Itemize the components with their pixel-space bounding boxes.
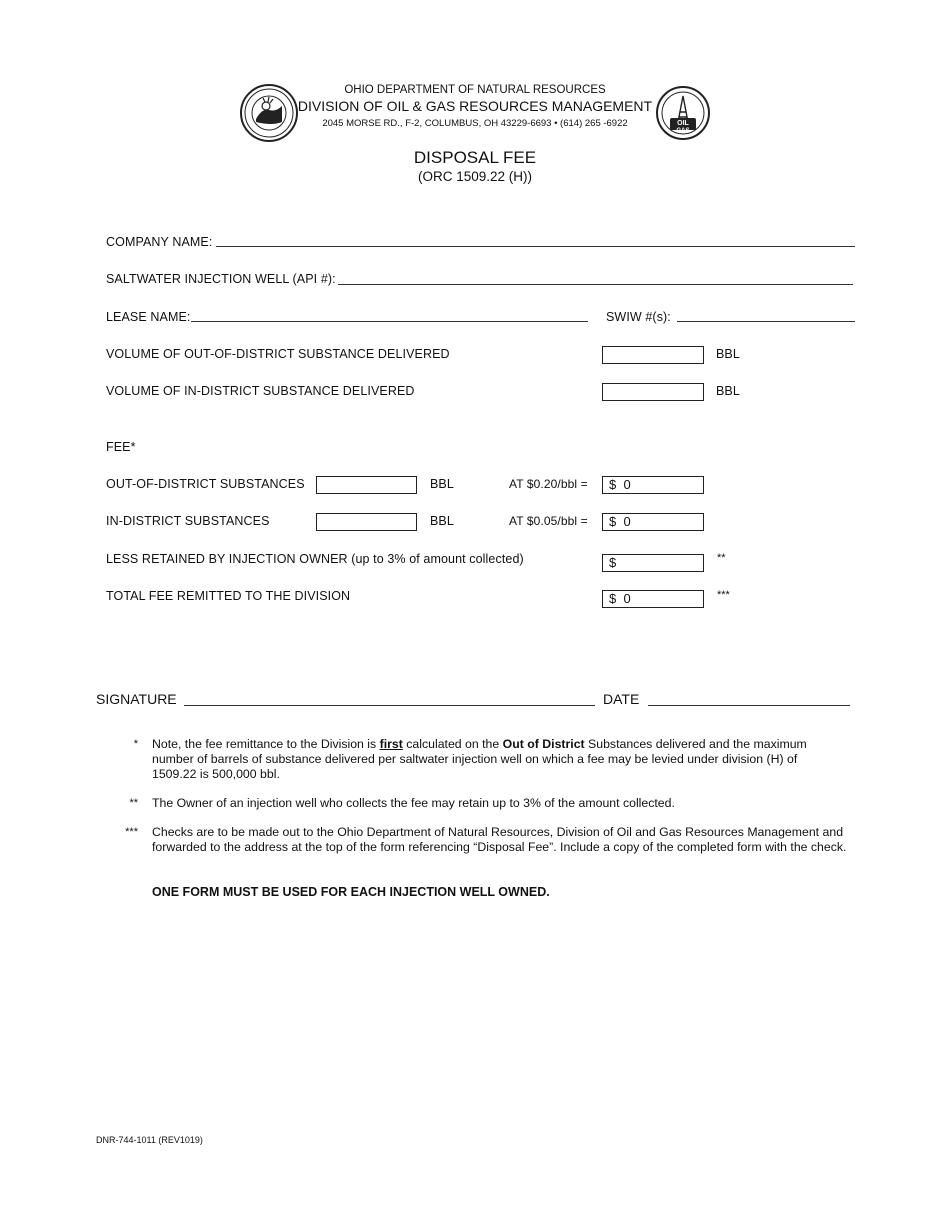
note-2: The Owner of an injection well who collects the fee may retain up to 3% of the amount collected. xyxy=(152,796,675,810)
fee-in-district-bbl-input[interactable] xyxy=(316,513,417,531)
fee-in-bbl-unit: BBL xyxy=(430,514,454,528)
form-title: DISPOSAL FEE xyxy=(413,148,537,167)
fee-out-amount[interactable]: $ 0 xyxy=(602,476,704,494)
company-name-field[interactable] xyxy=(216,246,855,247)
note-3: Checks are to be made out to the Ohio Department of Natural Resources, Division of Oil and Gas Resources Management and forwarded to the address at the top of the form referencing “Disposal Fee”. Include a copy of the completed form with the check. xyxy=(152,825,847,854)
header-department: OHIO DEPARTMENT OF NATURAL RESOURCES xyxy=(344,84,606,96)
logo-oil-text: OIL xyxy=(677,120,689,127)
swiw-api-label: SALTWATER INJECTION WELL (API #): xyxy=(106,272,336,286)
retained-footnote-mark: ** xyxy=(717,552,726,564)
signature-field[interactable] xyxy=(184,705,595,706)
retained-amount[interactable]: $ xyxy=(602,554,704,572)
fee-heading: FEE* xyxy=(106,440,136,454)
total-fee-label: TOTAL FEE REMITTED TO THE DIVISION xyxy=(106,589,351,603)
fee-in-district-label: IN-DISTRICT SUBSTANCES xyxy=(106,514,270,528)
logo-gas-text: GAS xyxy=(676,128,690,134)
note-1-out-of-district: Out of District xyxy=(502,737,585,751)
total-footnote-mark: *** xyxy=(717,589,730,601)
odnr-seal-logo xyxy=(240,84,298,142)
vol-out-district-input[interactable] xyxy=(602,346,704,364)
vol-in-bbl-unit: BBL xyxy=(716,384,740,398)
lease-name-label: LEASE NAME: xyxy=(106,310,191,324)
vol-out-bbl-unit: BBL xyxy=(716,347,740,361)
vol-in-district-label: VOLUME OF IN-DISTRICT SUBSTANCE DELIVERED xyxy=(106,384,415,398)
note-1-text-c: Substances delivered and the maximum number of barrels of substance delivered per saltwater injection well on which a fee may be levied under division (H) of 1509.22 is 500,000 bbl. xyxy=(152,737,807,781)
fee-in-rate: AT $0.05/bbl = xyxy=(509,514,588,528)
note-1-first: first xyxy=(379,737,403,751)
one-form-notice: ONE FORM MUST BE USED FOR EACH INJECTION WELL OWNED. xyxy=(152,885,550,899)
oil-derrick-icon xyxy=(658,88,708,138)
swiw-numbers-field[interactable] xyxy=(677,321,855,322)
header-address: 2045 MORSE RD., F-2, COLUMBUS, OH 43229-6693 • (614) 265 -6922 xyxy=(322,118,628,129)
fee-out-district-bbl-input[interactable] xyxy=(316,476,417,494)
fee-out-district-label: OUT-OF-DISTRICT SUBSTANCES xyxy=(106,477,305,491)
company-name-label: COMPANY NAME: xyxy=(106,235,213,249)
note-1-text-a: Note, the fee remittance to the Division is xyxy=(152,737,380,751)
note-1-text-b: calculated on the xyxy=(402,737,503,751)
note-3-mark: *** xyxy=(125,826,138,838)
swiw-numbers-label: SWIW #(s): xyxy=(606,310,671,324)
fee-in-amount[interactable]: $ 0 xyxy=(602,513,704,531)
form-number: DNR-744-1011 (REV1019) xyxy=(96,1135,203,1145)
note-1 xyxy=(152,737,842,782)
header-division: DIVISION OF OIL & GAS RESOURCES MANAGEMENT xyxy=(297,98,653,114)
lease-name-field[interactable] xyxy=(191,321,588,322)
signature-label: SIGNATURE xyxy=(96,691,177,707)
note-1-mark: * xyxy=(133,738,138,750)
oil-gas-logo xyxy=(656,86,710,140)
date-field[interactable] xyxy=(648,705,850,706)
date-label: DATE xyxy=(603,691,640,707)
swiw-api-field[interactable] xyxy=(338,284,853,285)
total-fee-amount[interactable]: $ 0 xyxy=(602,590,704,608)
note-2-mark: ** xyxy=(129,797,138,809)
vol-in-district-input[interactable] xyxy=(602,383,704,401)
less-retained-label: LESS RETAINED BY INJECTION OWNER (up to 3% of amount collected) xyxy=(106,552,524,566)
fee-out-bbl-unit: BBL xyxy=(430,477,454,491)
fee-out-rate: AT $0.20/bbl = xyxy=(509,477,588,491)
odnr-seal-icon xyxy=(242,86,296,140)
vol-out-district-label: VOLUME OF OUT-OF-DISTRICT SUBSTANCE DELIVERED xyxy=(106,347,450,361)
form-subtitle: (ORC 1509.22 (H)) xyxy=(417,169,533,184)
